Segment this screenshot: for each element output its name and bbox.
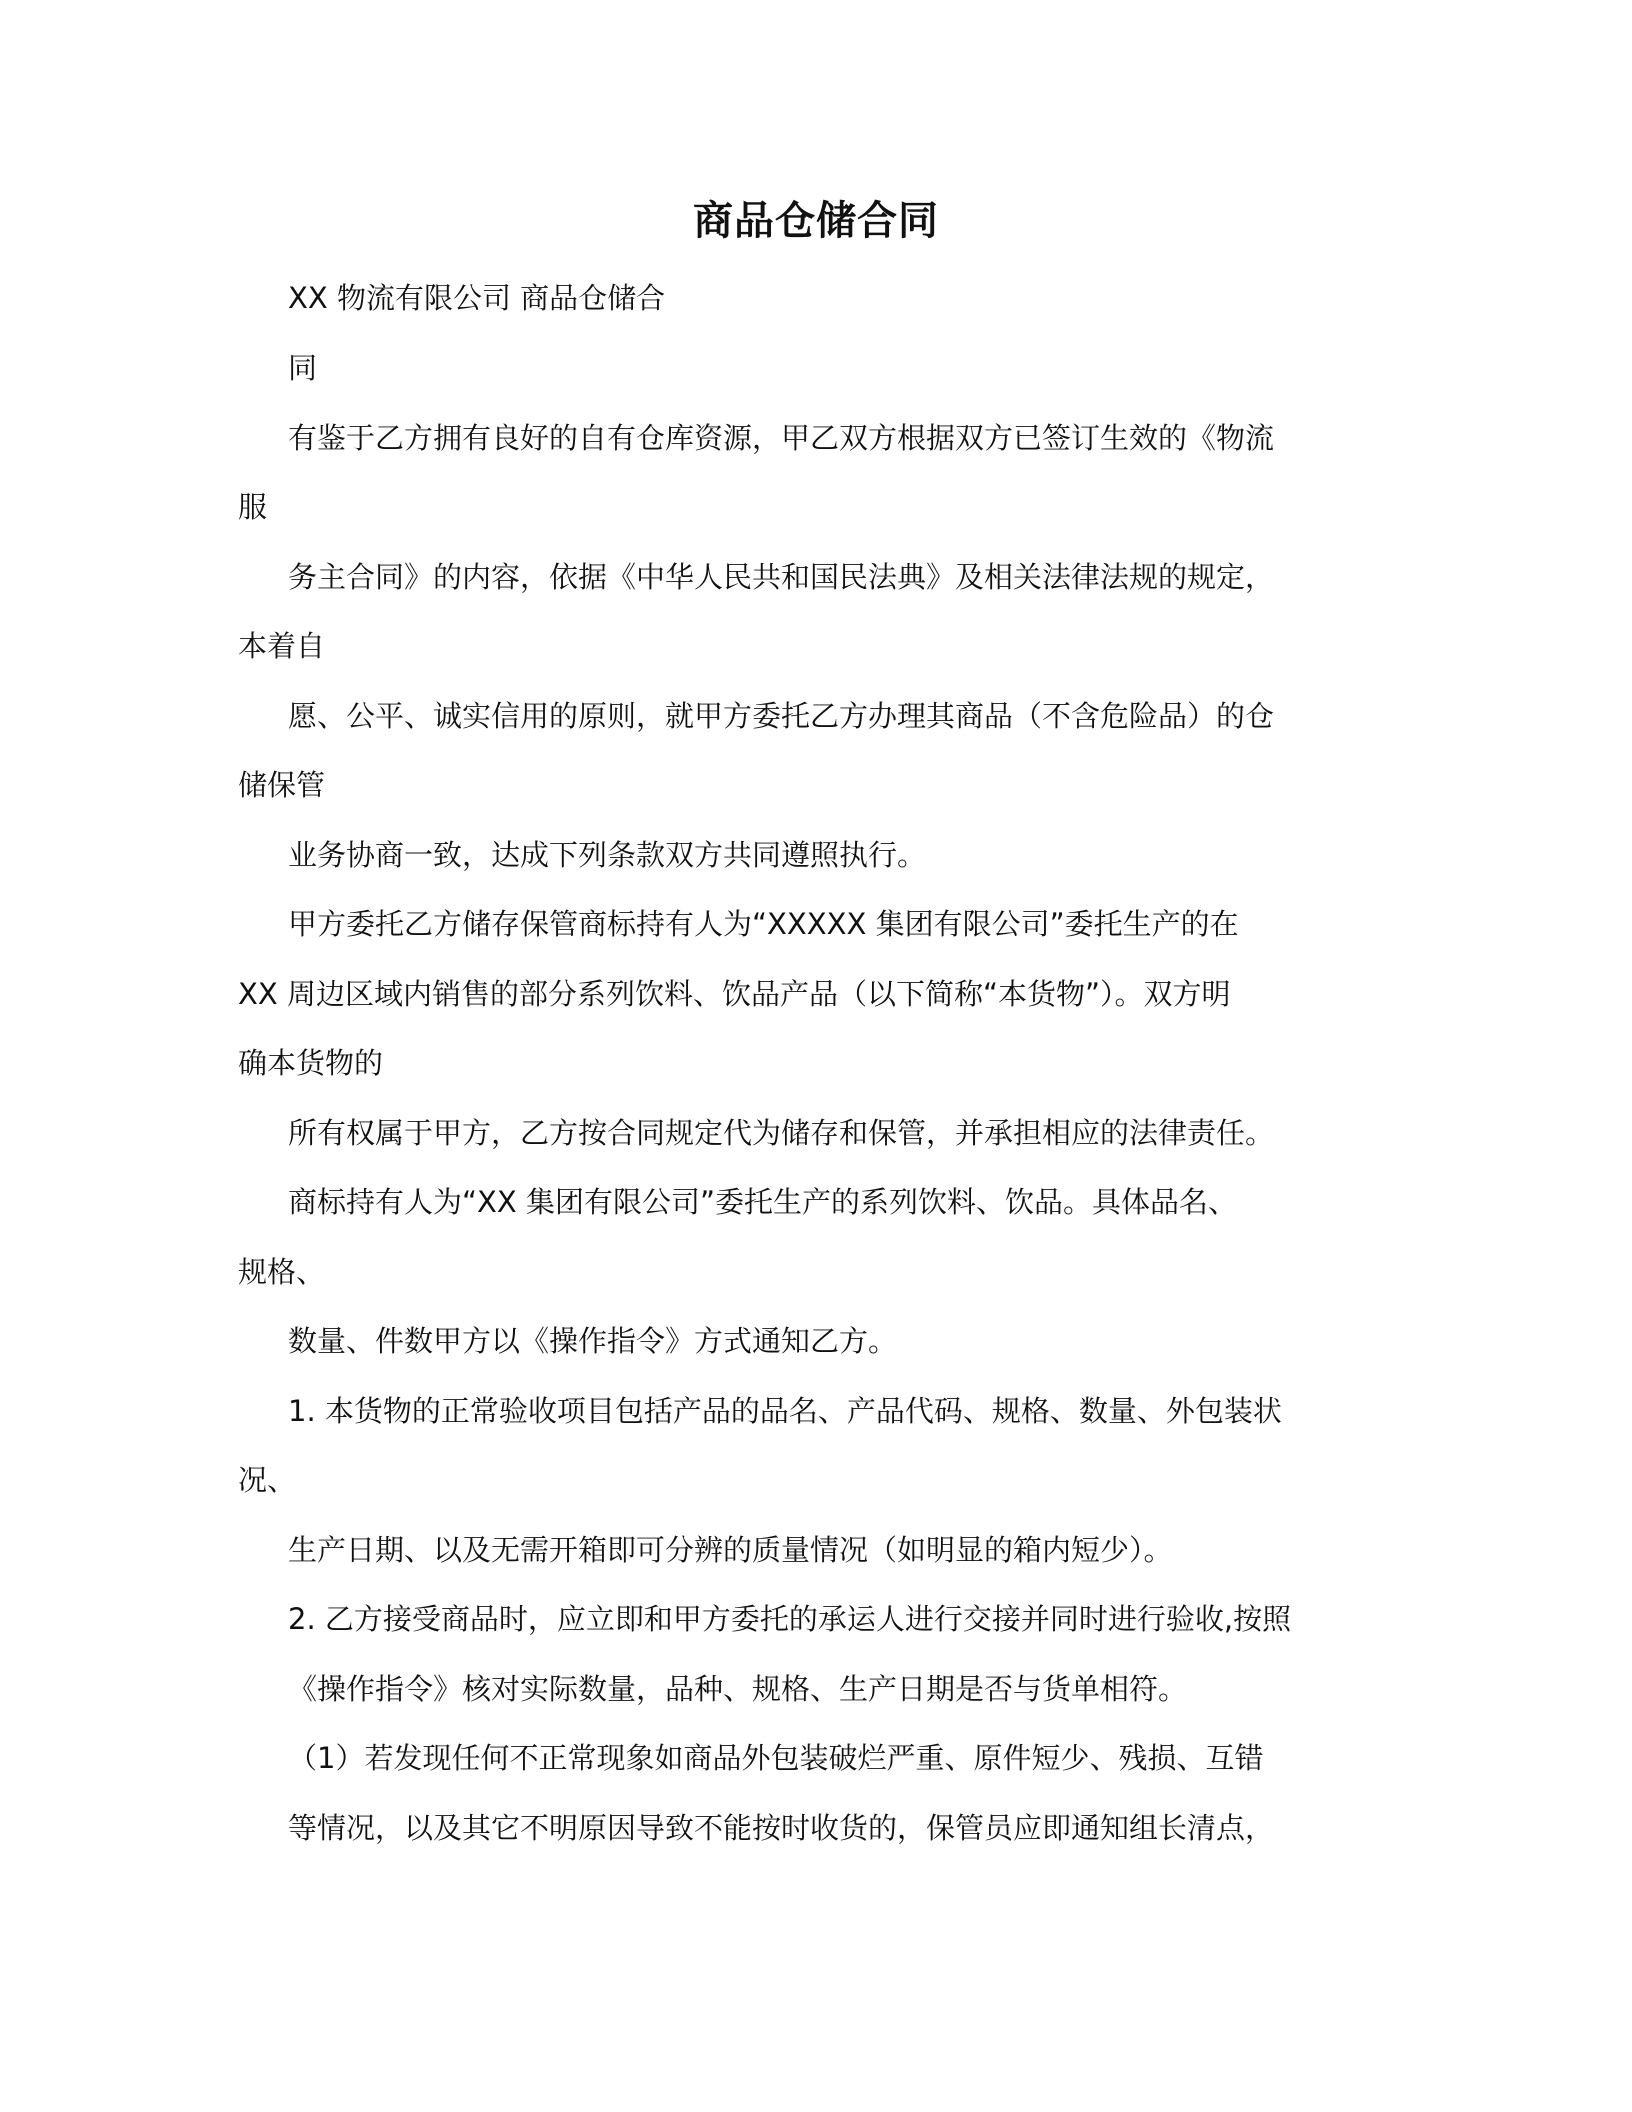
text-line: 数量、件数甲方以《操作指令》方式通知乙方。 [288,1324,898,1358]
text-line: 所有权属于甲方，乙方按合同规定代为储存和保管，并承担相应的法律责任。 [288,1116,1275,1150]
text-line: 《操作指令》核对实际数量，品种、规格、生产日期是否与货单相符。 [288,1672,1188,1706]
text-line: 服 [238,490,268,524]
text-line: 储保管 [238,768,326,802]
text-line: 况、 [238,1463,297,1497]
text-line: 等情况，以及其它不明原因导致不能按时收货的，保管员应即通知组长清点， [288,1811,1275,1845]
text-line: 生产日期、以及无需开箱即可分辨的质量情况（如明显的箱内短少）。 [288,1533,1173,1567]
text-line: 2. 乙方接受商品时，应立即和甲方委托的承运人进行交接并同时进行验收,按照 [288,1602,1292,1636]
text-line: 本着自 [238,629,326,663]
text-line: 商标持有人为“XX 集团有限公司”委托生产的系列饮料、饮品。具体品名、 [288,1185,1238,1219]
text-line: 规格、 [238,1255,326,1289]
text-line: XX 周边区域内销售的部分系列饮料、饮品产品（以下简称“本货物”）。双方明 [238,977,1231,1011]
text-line: （1）若发现任何不正常现象如商品外包装破烂严重、原件短少、残损、互错 [288,1741,1264,1775]
text-line: 甲方委托乙方储存保管商标持有人为“XXXXX 集团有限公司”委托生产的在 [288,907,1239,941]
document-title: 商品仓储合同 [693,198,939,244]
text-line: 有鉴于乙方拥有良好的自有仓库资源，甲乙双方根据双方已签订生效的《物流 [288,421,1275,455]
text-line: 1. 本货物的正常验收项目包括产品的品名、产品代码、规格、数量、外包装状 [288,1394,1282,1428]
text-line: 务主合同》的内容，依据《中华人民共和国民法典》及相关法律法规的规定， [288,560,1275,594]
text-line: 同 [288,351,318,385]
text-line: 愿、公平、诚实信用的原则，就甲方委托乙方办理其商品（不含危险品）的仓 [288,699,1275,733]
text-line: XX 物流有限公司 商品仓储合 [288,281,666,315]
text-line: 业务协商一致，达成下列条款双方共同遵照执行。 [288,838,927,872]
text-line: 确本货物的 [238,1046,384,1080]
